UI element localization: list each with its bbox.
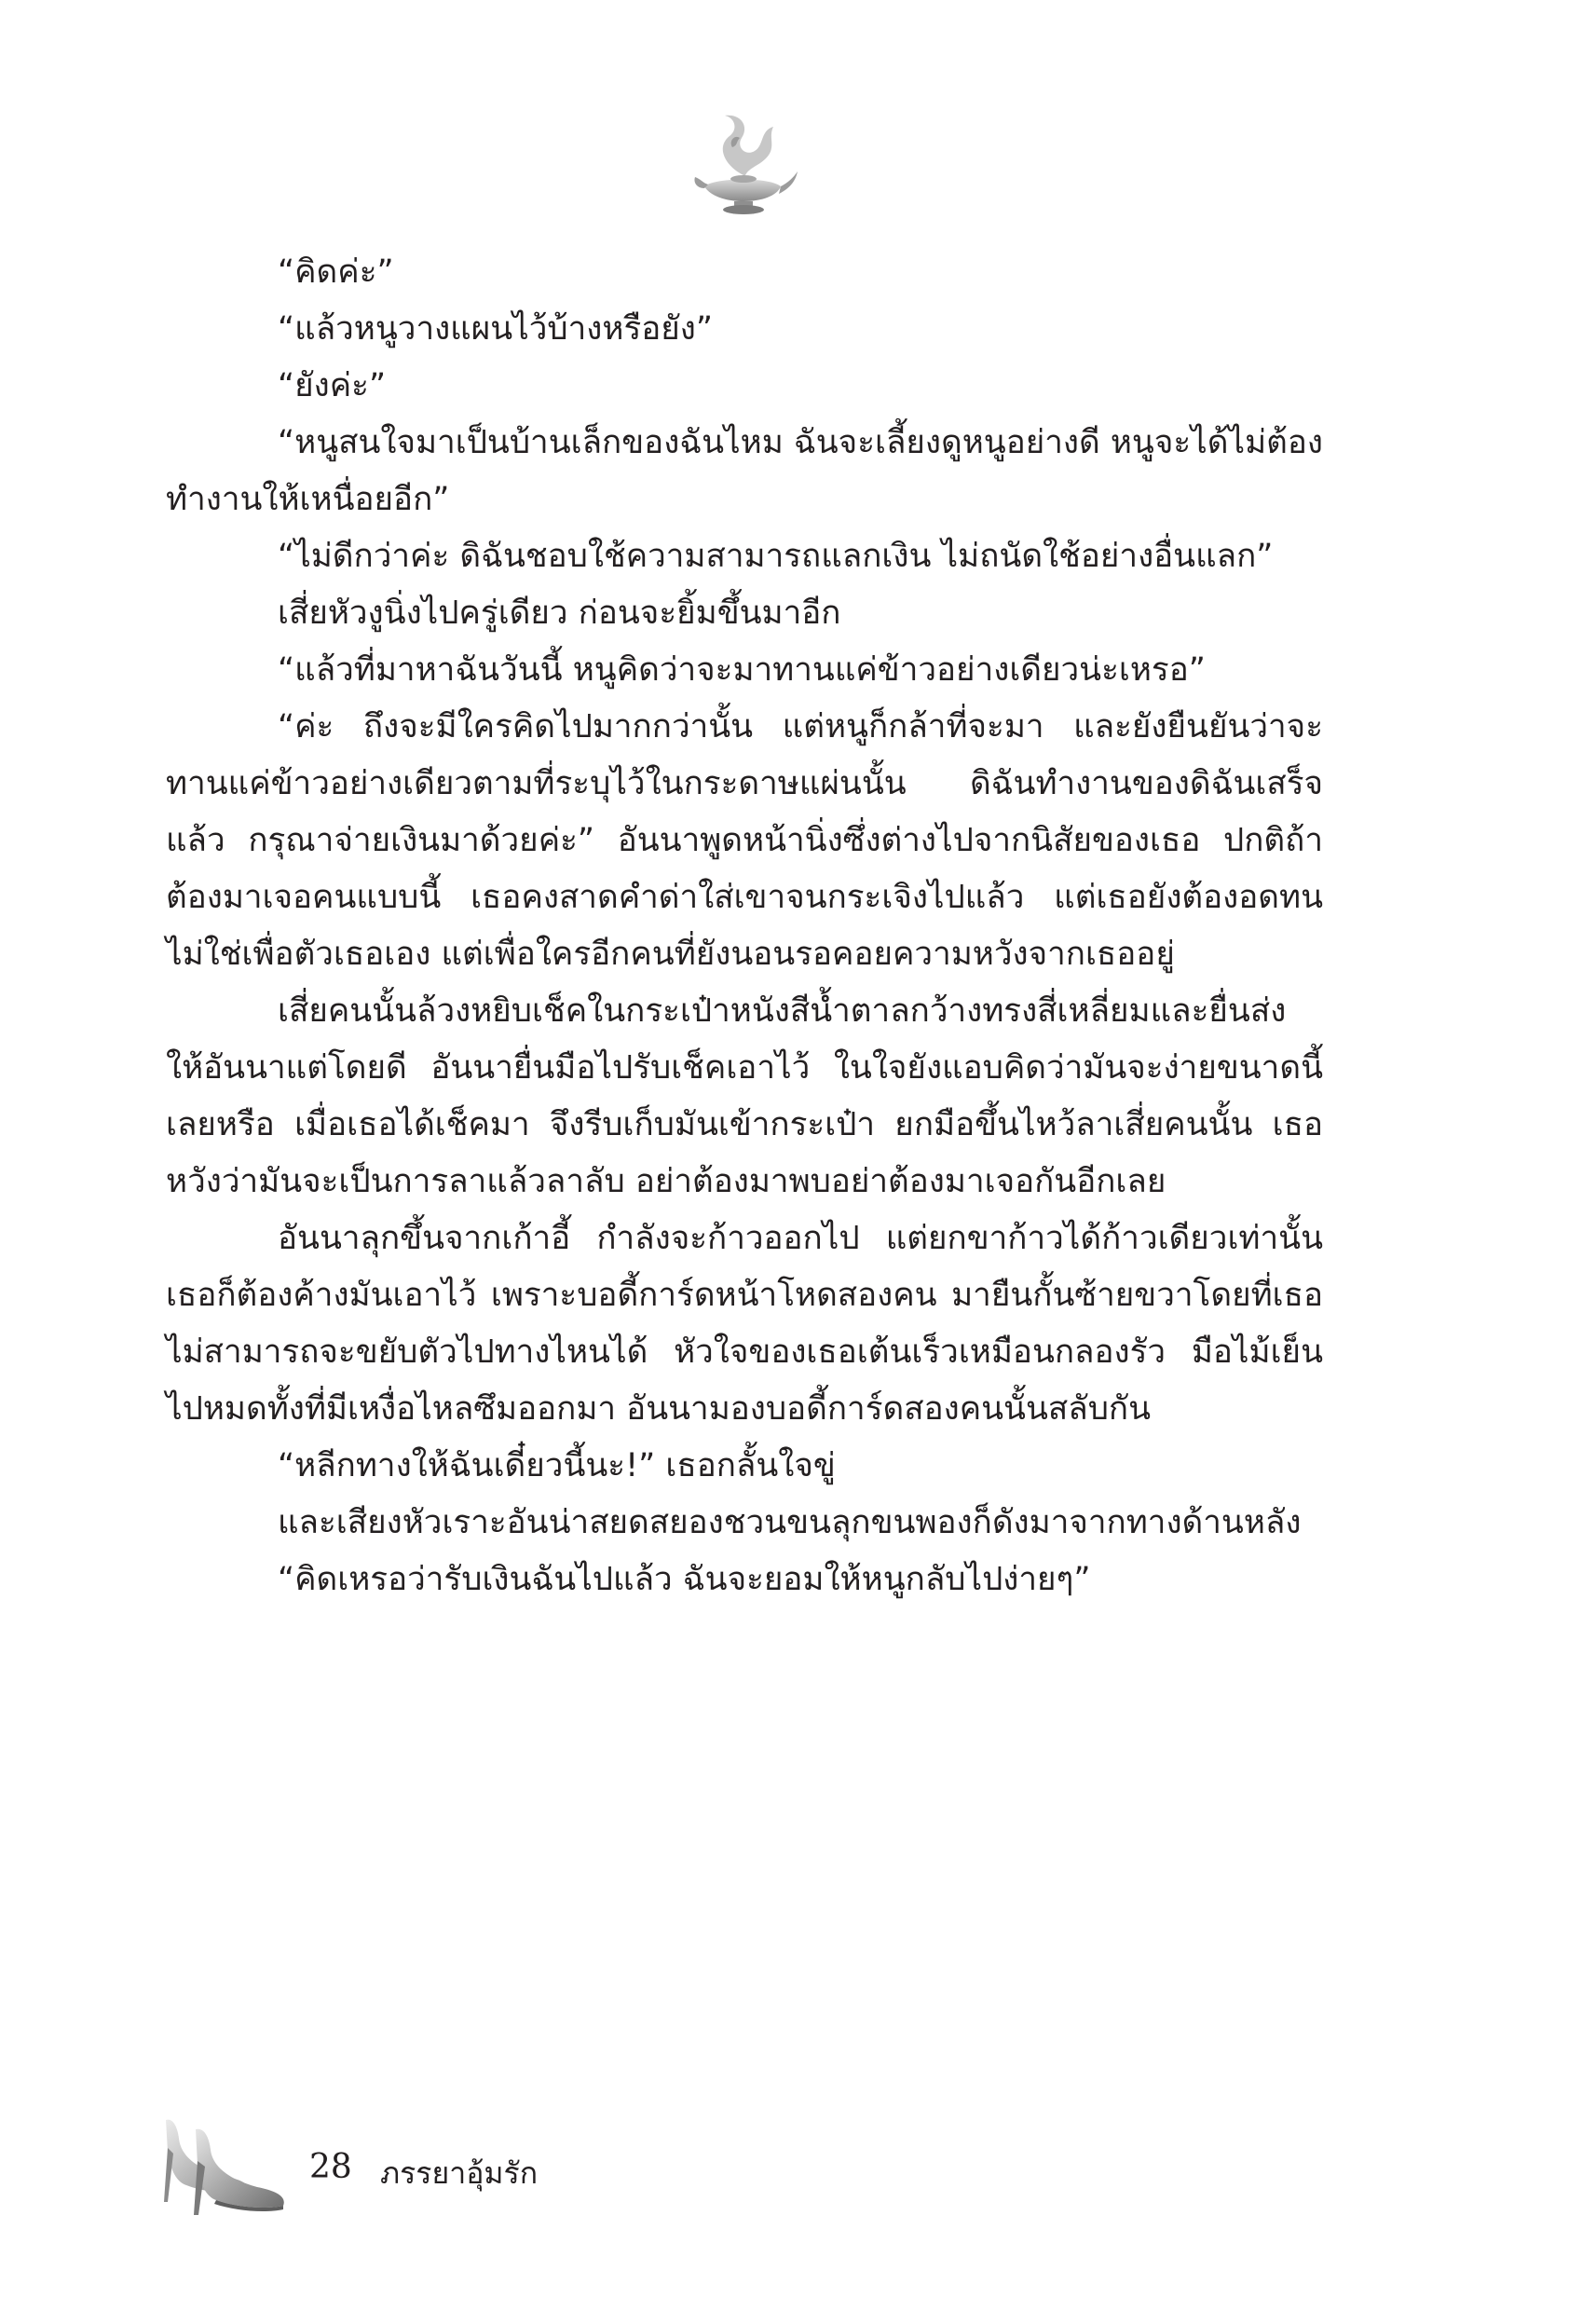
paragraph: อันนาลุกขึ้นจากเก้าอี้ กำลังจะก้าวออกไป แต่ยกขาก้าวได้ก้าวเดียวเท่านั้น เธอก็ต้องค้างมันเอาไว้ เพราะบอดี้การ์ดหน้าโหดสองคน มายืนกั้นซ้ายขวาโดยที่เธอไม่สามารถจะขยับตัวไปทางไหนได้ หัวใจของเธอเต้นเร็วเหมือนกลองรัว มือไม้เย็นไปหมดทั้งที่มีเหงื่อไหลซึมออกมา อันนามองบอดี้การ์ดสองคนนั้นสลับกัน xyxy=(166,1220,1323,1428)
paragraph: และเสียงหัวเราะอันน่าสยดสยองชวนขนลุกขนพองก็ดังมาจากทางด้านหลัง xyxy=(278,1504,1302,1541)
book-title: ภรรยาอุ้มรัก xyxy=(380,2155,539,2191)
paragraph: เสี่ยหัวงูนิ่งไปครู่เดียว ก่อนจะยิ้มขึ้นมาอีก xyxy=(278,595,841,632)
paragraph: “ไม่ดีกว่าค่ะ ดิฉันชอบใช้ความสามารถแลกเงิน ไม่ถนัดใช้อย่างอื่นแลก” xyxy=(278,538,1274,575)
paragraph: “หนูสนใจมาเป็นบ้านเล็กของฉันไหม ฉันจะเลี้ยงดูหนูอย่างดี หนูจะได้ไม่ต้องทำงานให้เหนื่อยอีก” xyxy=(166,424,1323,518)
genie-lamp-icon xyxy=(688,110,799,217)
body-text xyxy=(166,244,1323,1608)
paragraph: “ยังค่ะ” xyxy=(278,367,387,404)
page-number: 28 xyxy=(309,2148,352,2186)
paragraph: “แล้วที่มาหาฉันวันนี้ หนูคิดว่าจะมาทานแค่ข้าวอย่างเดียวน่ะเหรอ” xyxy=(278,651,1206,689)
paragraph: “แล้วหนูวางแผนไว้บ้างหรือยัง” xyxy=(278,310,714,348)
paragraph: “หลีกทางให้ฉันเดี๋ยวนี้นะ!” เธอกลั้นใจขู่ xyxy=(278,1447,836,1484)
paragraph: “ค่ะ ถึงจะมีใครคิดไปมากกว่านั้น แต่หนูก็กล้าที่จะมา และยังยืนยันว่าจะทานแค่ข้าวอย่างเดียวตามที่ระบุไว้ในกระดาษแผ่นนั้น ดิฉันทำงานของดิฉันเสร็จแล้ว กรุณาจ่ายเงินมาด้วยค่ะ” อันนาพูดหน้านิ่งซึ่งต่างไปจากนิสัยของเธอ ปกติถ้าต้องมาเจอคนแบบนี้ เธอคงสาดคำด่าใส่เขาจนกระเจิงไปแล้ว แต่เธอยังต้องอดทน ไม่ใช่เพื่อตัวเธอเอง แต่เพื่อใครอีกคนที่ยังนอนรอคอยความหวังจากเธออยู่ xyxy=(166,708,1323,973)
paragraph: “คิดค่ะ” xyxy=(278,253,394,291)
paragraph: เสี่ยคนนั้นล้วงหยิบเช็คในกระเป๋าหนังสีน้ำตาลกว้างทรงสี่เหลี่ยมและยื่นส่งให้อันนาแต่โดยดี อันนายื่นมือไปรับเช็คเอาไว้ ในใจยังแอบคิดว่ามันจะง่ายขนาดนี้เลยหรือ เมื่อเธอได้เช็คมา จึงรีบเก็บมันเข้ากระเป๋า ยกมือขึ้นไหว้ลาเสี่ยคนนั้น เธอหวังว่ามันจะเป็นการลาแล้วลาลับ อย่าต้องมาพบอย่าต้องมาเจอกันอีกเลย xyxy=(166,992,1323,1200)
paragraph: “คิดเหรอว่ารับเงินฉันไปแล้ว ฉันจะยอมให้หนูกลับไปง่ายๆ” xyxy=(278,1561,1091,1598)
high-heels-icon xyxy=(158,2111,298,2218)
page-footer xyxy=(158,2111,811,2222)
